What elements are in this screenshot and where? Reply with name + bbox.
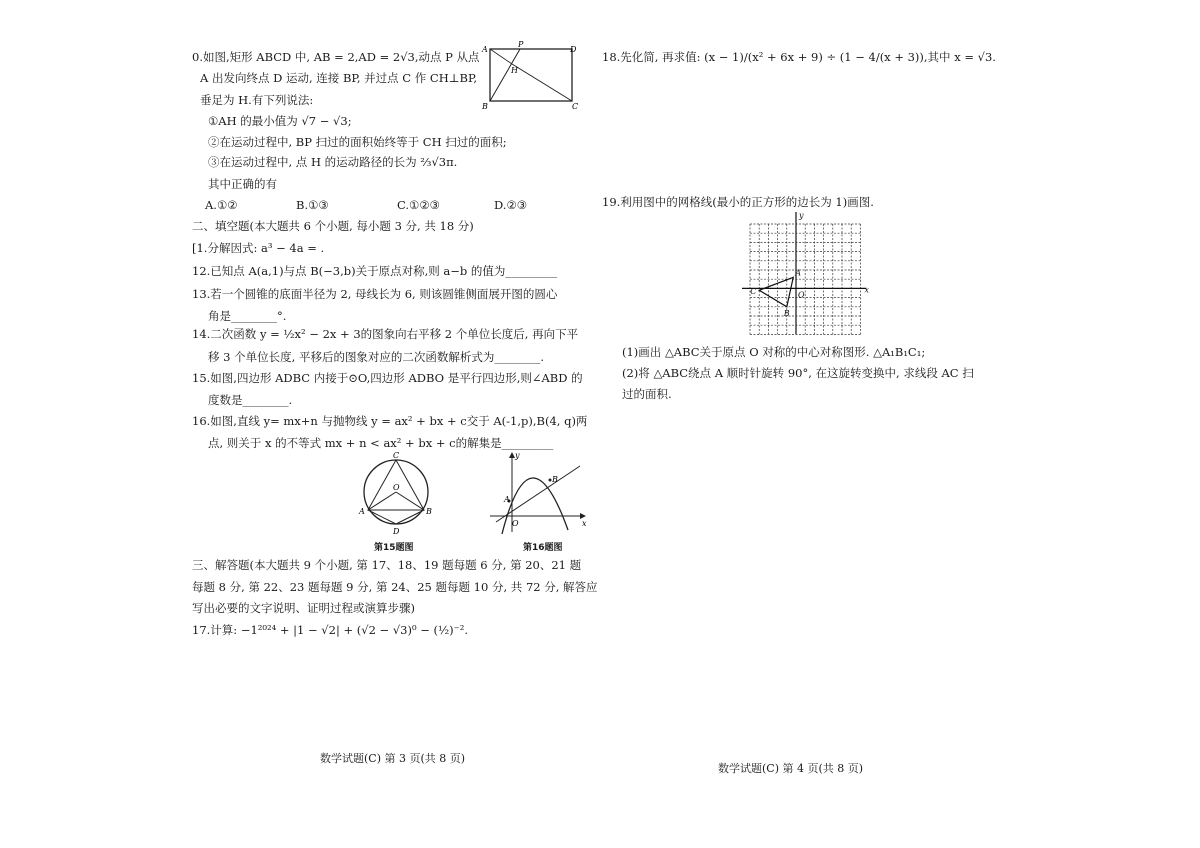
q15-line1: 15.如图,四边形 ADBC 内接于⊙O,四边形 ADBO 是平行四边形,则∠ABD 的 (192, 371, 583, 385)
q19: 19.利用图中的网格线(最小的正方形的边长为 1)画图. (602, 195, 874, 209)
fig16-label-x: x (582, 519, 587, 528)
triangle-abc (759, 277, 793, 306)
q10-statement-1: ①AH 的最小值为 √7 − √3; (208, 114, 352, 128)
q13-line2: 角是________°. (208, 309, 287, 323)
q10-statement-2: ②在运动过程中, BP 扫过的面积始终等于 CH 扫过的面积; (208, 135, 507, 149)
fig16-label-y: y (515, 451, 520, 460)
page-3-footer: 数学试题(C) 第 3 页(共 8 页) (320, 752, 466, 765)
q10-rectangle-figure (482, 40, 582, 111)
section-3-line2: 每题 8 分, 第 22、23 题每题 9 分, 第 24、25 题每题 10 分, 共 72 分, 解答应 (192, 580, 598, 594)
q16-line1: 16.如图,直线 y= mx+n 与抛物线 y = ax² + bx + c交于 A(-1,p),B(4, q)两 (192, 414, 588, 428)
q14-line1: 14.二次函数 y = ½x² − 2x + 3的图象向右平移 2 个单位长度后, 再向下平 (192, 327, 579, 341)
fig10-label-h: H (511, 66, 518, 75)
q10-ask: 其中正确的有 (208, 177, 277, 191)
fig15-label-c: C (393, 451, 400, 460)
grid-label-o: O (798, 290, 805, 300)
q10-statement-3: ③在运动过程中, 点 H 的运动路径的长为 ⅔√3π. (208, 155, 458, 169)
q18: 18.先化简, 再求值: (x − 1)/(x² + 6x + 9) ÷ (1 − 4/(x + 3)),其中 x = √3. (602, 50, 996, 64)
fig15-label-a: A (359, 507, 365, 516)
q19-part2-line1: (2)将 △ABC绕点 A 顺时针旋转 90°, 在这旋转变换中, 求线段 AC 扫 (622, 366, 974, 380)
q16-line2: 点, 则关于 x 的不等式 mx + n < ax² + bx + c的解集是_________ (208, 436, 554, 450)
q10-option-a: A.①② (205, 198, 238, 212)
q19-grid-figure (742, 210, 869, 336)
fig15-circle-figure (356, 452, 436, 538)
fig15-label-d: D (393, 527, 400, 536)
q13-line1: 13.若一个圆锥的底面半径为 2, 母线长为 6, 则该圆锥侧面展开图的圆心 (192, 287, 558, 301)
fig10-label-b: B (482, 102, 488, 111)
q10-line2: A 出发向终点 D 运动, 连接 BP, 并过点 C 作 CH⊥BP, (200, 71, 478, 85)
fig15-label-o: O (393, 483, 400, 492)
fig15-label-b: B (426, 507, 432, 516)
q10-option-c: C.①②③ (397, 198, 440, 212)
fig16-label-o: O (512, 519, 519, 528)
grid-label-c: C (750, 287, 757, 297)
q10-line1: 0.如图,矩形 ABCD 中, AB = 2,AD = 2√3,动点 P 从点 (192, 50, 480, 64)
q10-option-d: D.②③ (494, 198, 528, 212)
q10-line3: 垂足为 H.有下列说法: (200, 93, 314, 107)
q10-option-b: B.①③ (296, 198, 329, 212)
grid-label-a: A (795, 268, 802, 278)
q14-line2: 移 3 个单位长度, 平移后的图象对应的二次函数解析式为________. (208, 350, 545, 364)
fig10-label-d: D (570, 45, 577, 54)
fig10-label-p: P (518, 40, 524, 49)
fig10-label-c: C (572, 102, 579, 111)
section-3-line3: 写出必要的文字说明、证明过程或演算步骤) (192, 601, 415, 615)
fig16-label-b: B (552, 475, 558, 484)
q19-part1: (1)画出 △ABC关于原点 O 对称的中心对称图形. △A₁B₁C₁; (622, 345, 926, 359)
page-4-footer: 数学试题(C) 第 4 页(共 8 页) (718, 762, 864, 775)
section-3-line1: 三、解答题(本大题共 9 个小题, 第 17、18、19 题每题 6 分, 第 20、21 题 (192, 558, 582, 572)
grid-label-y: y (799, 211, 804, 220)
fig16-graph-figure (488, 452, 588, 534)
q11: [1.分解因式: a³ − 4a = . (192, 241, 325, 255)
fig10-label-a: A (482, 45, 488, 54)
q12: 12.已知点 A(a,1)与点 B(−3,b)关于原点对称,则 a−b 的值为_________ (192, 264, 558, 278)
grid-label-x: x (864, 285, 869, 295)
fig16-caption: 第16题图 (523, 543, 563, 553)
q15-line2: 度数是________. (208, 393, 293, 407)
section-2-heading: 二、填空题(本大题共 6 个小题, 每小题 3 分, 共 18 分) (192, 219, 474, 233)
fig15-caption: 第15题图 (374, 543, 414, 553)
grid-label-b: B (783, 308, 790, 318)
q19-part2-line2: 过的面积. (622, 387, 672, 401)
q17: 17.计算: −1²⁰²⁴ + |1 − √2| + (√2 − √3)⁰ − (½)⁻². (192, 623, 468, 637)
fig16-label-a: A (504, 495, 510, 504)
